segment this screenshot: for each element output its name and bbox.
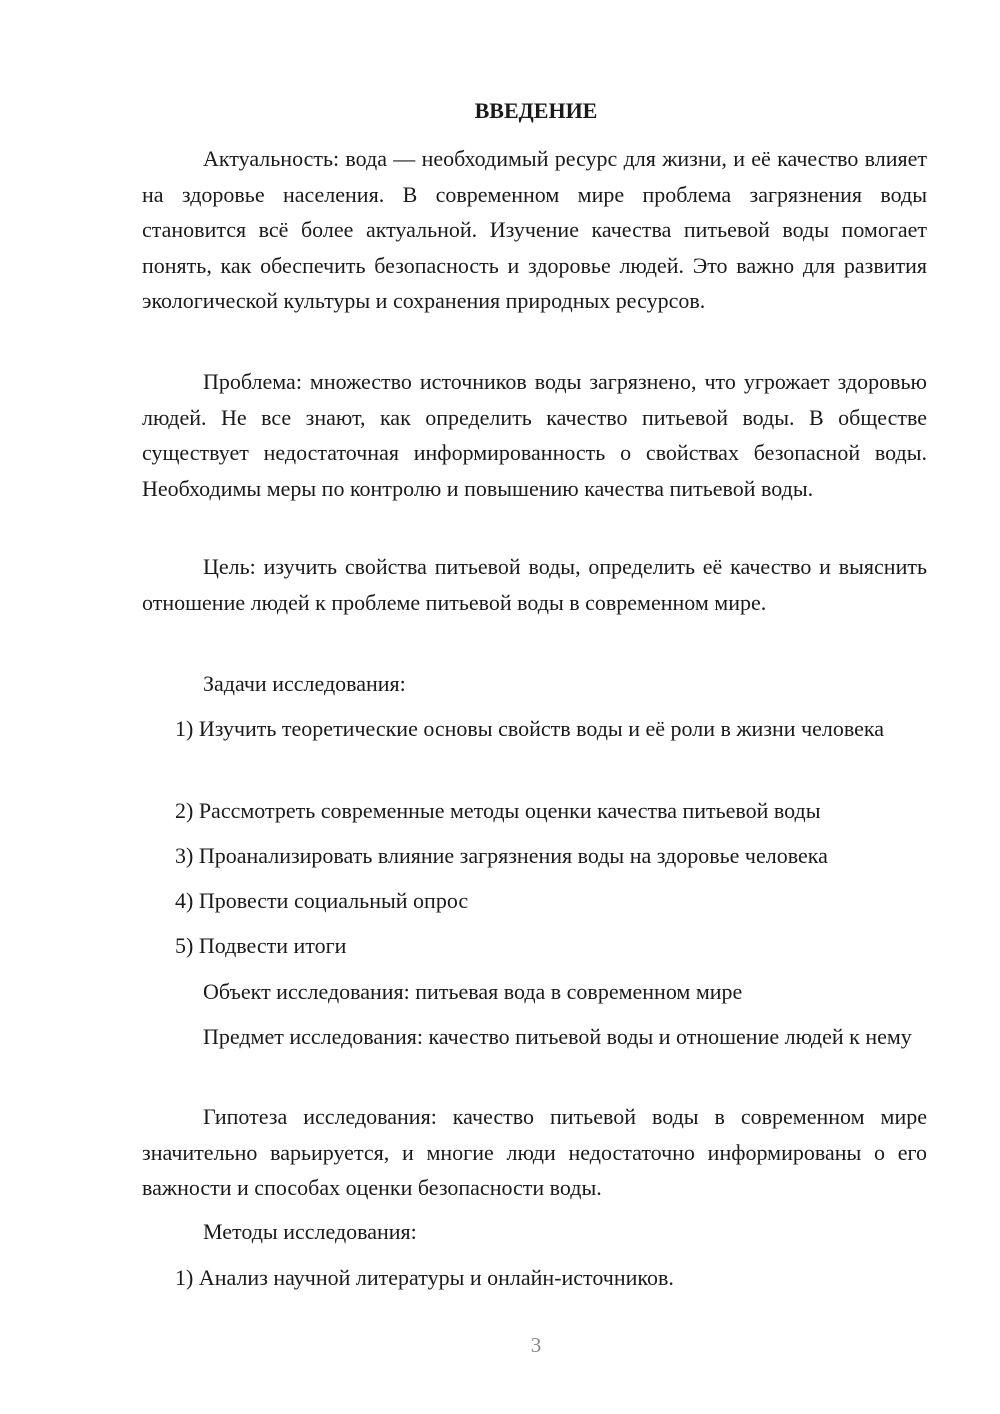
task-item-5: 5) Подвести итоги [175,933,347,958]
problem-paragraph: Проблема: множество источников воды загрязнено, что угрожает здоровью людей. Не все знают, как определить качество питьевой воды. В обществе существует недостаточная информированность о свойствах безопасной воды. Необходимы меры по контролю и повышению качества питьевой воды. [142,369,927,501]
relevance-paragraph: Актуальность: вода — необходимый ресурс для жизни, и её качество влияет на здоровье населения. В современном мире проблема загрязнения воды становится всё более актуальной. Изучение качества питьевой воды помогает понять, как обеспечить безопасность и здоровье людей. Это важно для развития экологической культуры и сохранения природных ресурсов. [142,146,927,313]
tasks-title: Задачи исследования: [203,671,406,696]
goal-paragraph: Цель: изучить свойства питьевой воды, определить её качество и выяснить отношение людей к проблеме питьевой воды в современном мире. [142,554,927,615]
object-paragraph: Объект исследования: питьевая вода в современном мире [203,979,743,1004]
task-item-1: 1) Изучить теоретические основы свойств воды и её роли в жизни человека [175,716,885,741]
section-heading: ВВЕДЕНИЕ [474,98,598,123]
method-item-1: 1) Анализ научной литературы и онлайн-источников. [175,1265,674,1290]
page-number: 3 [530,1333,542,1357]
task-item-4: 4) Провести социальный опрос [175,888,469,913]
task-item-2: 2) Рассмотреть современные методы оценки качества питьевой воды [175,798,821,823]
task-item-3: 3) Проанализировать влияние загрязнения воды на здоровье человека [175,843,828,868]
subject-paragraph: Предмет исследования: качество питьевой воды и отношение людей к нему [203,1024,912,1049]
hypothesis-paragraph: Гипотеза исследования: качество питьевой воды в современном мире значительно варьируется, и многие люди недостаточно информированы о его важности и способах оценки безопасности воды. [142,1104,927,1200]
methods-title: Методы исследования: [203,1219,417,1244]
